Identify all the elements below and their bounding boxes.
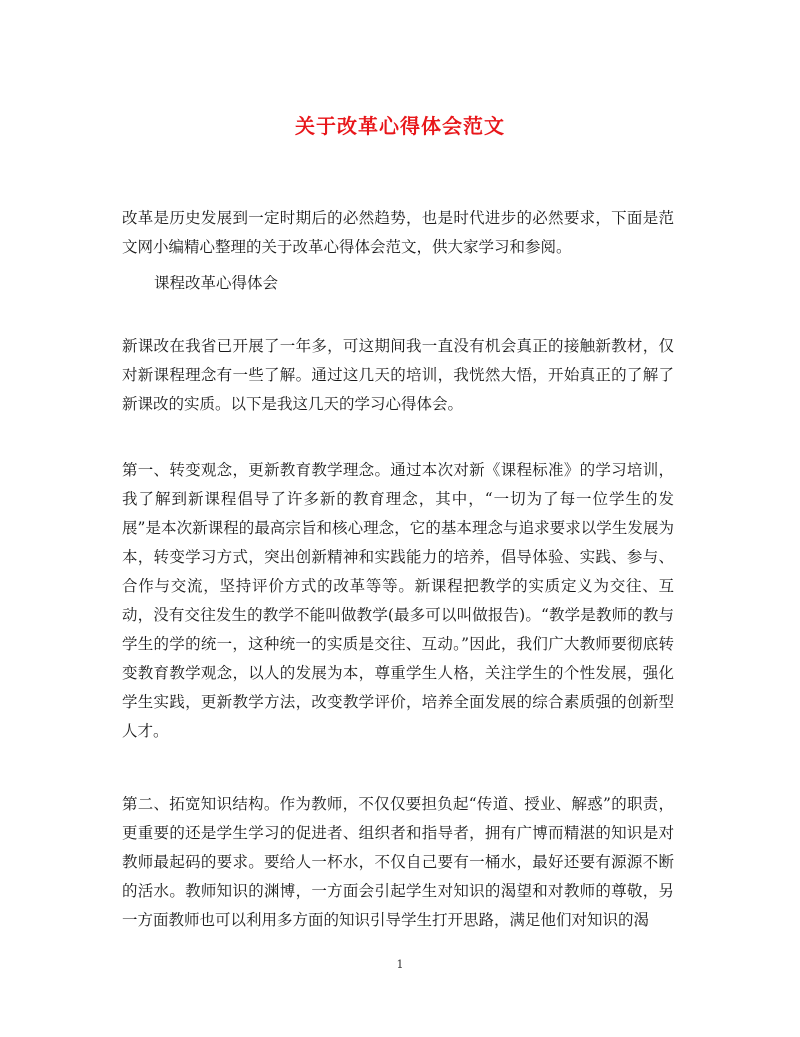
body-paragraph-2: 第一、转变观念，更新教育教学理念。通过本次对新《课程标准》的学习培训，我了解到新课程倡导了许多新的教育理念，其中，“一切为了每一位学生的发展”是本次新课程的最高宗旨和核心理念，它的基本理念与追求要求以学生发展为本，转变学习方式，突出创新精神和实践能力的培养，倡导体验、实践、参与、合作与交流，坚持评价方式的改革等等。新课程把教学的实质定义为交往、互动，没有交往发生的教学不能叫做教学(最多可以叫做报告)。“教学是教师的教与学生的学的统一，这种统一的实质是交往、互动。”因此，我们广大教师要彻底转变教育教学观念，以人的发展为本，尊重学生人格，关注学生的个性发展，强化学生实践，更新教学方法，改变教学评价，培养全面发展的综合素质强的创新型人才。 <box>122 461 674 740</box>
body-paragraph-3: 第二、拓宽知识结构。作为教师，不仅仅要担负起“传道、授业、解惑”的职责，更重要的还是学生学习的促进者、组织者和指导者，拥有广博而精湛的知识是对教师最起码的要求。要给人一杯水，不仅自己要有一桶水，最好还要有源源不断的活水。教师知识的渊博，一方面会引起学生对知识的渴望和对教师的尊敬，另一方面教师也可以利用多方面的知识引导学生打开思路，满足他们对知识的渴 <box>122 795 674 929</box>
intro-paragraph: 改革是历史发展到一定时期后的必然趋势，也是时代进步的必然要求，下面是范文网小编精心整理的关于改革心得体会范文，供大家学习和参阅。 <box>122 209 674 256</box>
body-paragraph-1: 新课改在我省已开展了一年多，可这期间我一直没有机会真正的接触新教材，仅对新课程理念有一些了解。通过这几天的培训，我恍然大悟，开始真正的了解了新课改的实质。以下是我这几天的学习心得体会。 <box>122 337 674 413</box>
document-title: 关于改革心得体会范文 <box>295 114 505 138</box>
subheading: 课程改革心得体会 <box>154 274 279 292</box>
page-number: 1 <box>396 958 404 971</box>
